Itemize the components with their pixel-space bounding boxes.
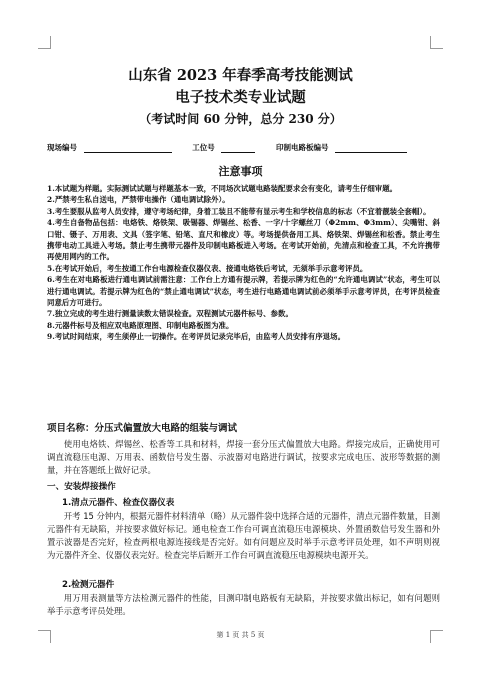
- exam-subtitle: 电子技术类专业试题: [175, 89, 306, 106]
- crop-mark-top-right: [430, 36, 443, 49]
- notice-title: 注意事项: [218, 165, 263, 178]
- subsection-heading: 1.清点元器件、检查仪器仪表: [62, 498, 175, 508]
- notice-item: 7.独立完成的考生进行测量读数太错误检查。双程测试元器件标号、参数。: [47, 309, 293, 319]
- section-heading: 一、安装焊接操作: [47, 482, 116, 492]
- page-number: 第 1 页 共 5 页: [216, 631, 265, 639]
- subsection-text: 开考 15 分钟内，根据元器件材料清单（略）从元器件袋中选择合适的元器件，清点元器件数量，目测元器件有无缺陷，并按要求做好标记。通电检查工作台可调直流稳压电源模块、外置函数信号发生器和外置示波器是否完好，检查两根电源连接线是否完好。如有问题应及时举手示意考评员处理，如不声明则视为元器件齐全、仪器仪表完好。检查完毕后断开工作台可调直流稳压电源模块电源开关。: [47, 511, 440, 560]
- notice-item: 1.本试题为样题。实际测试试题与样题基本一致，不同场次试题电路装配要求会有变化，请考生仔细审题。: [47, 184, 398, 193]
- notice-item: 5.在考试开始后，考生按通工作台电源检查仪器仪表、接通电烙铁后考试，无须举手示意考评员。: [47, 263, 368, 273]
- exam-duration: （考试时间 60 分钟，总分 230 分）: [139, 112, 342, 126]
- project-title: 项目名称：分压式偏置放大电路的组装与调试: [47, 423, 238, 434]
- exam-title: 山东省 2023 年春季高考技能测试: [128, 67, 353, 84]
- pcb-number-blank: [335, 144, 407, 153]
- exam-number-blank: [84, 144, 172, 153]
- notice-item: 2.严禁考生私自送电，严禁带电操作（通电调试除外）。: [47, 195, 230, 205]
- notice-item: 6.考生在对电路板进行通电调试前需注意：工作台上方通有提示牌，若提示牌为红色的“允许通电调试”状态，考生可以进行通电调试。若提示牌为红色的“禁止通电调试”状态，考生进行电路通电调试前必须举手示意考评员，在考评员检查同意后方可进行。: [47, 275, 440, 308]
- notice-item: 8.元器件标号及相应双电路原理图、印制电路板图为准。: [47, 320, 234, 330]
- station-blank: [221, 144, 255, 153]
- exam-number-label: 现场编号: [47, 143, 77, 152]
- subsection-heading: 2.检测元器件: [62, 580, 115, 590]
- project-intro: [47, 438, 440, 477]
- project-intro-text: 使用电烙铁、焊锡丝、松香等工具和材料，焊接一套分压式偏置放大电路。焊接完成后，正确使用可调直流稳压电源、万用表、函数信号发生器、示波器对电路进行调试，按要求完成电压、波形等数据的测量，并在答题纸上做好记录。: [47, 439, 440, 475]
- crop-mark-top-left: [38, 36, 51, 49]
- subsection-body: [47, 592, 440, 618]
- subsection-text: 用万用表测量等方法检测元器件的性能，目测印制电路板有无缺陷，并按要求做出标记，如有问题则举手示意考评员处理。: [47, 593, 440, 616]
- pcb-number-label: 印制电路板编号: [276, 143, 329, 152]
- candidate-info-line: [47, 142, 447, 153]
- subsection-body: [47, 510, 440, 562]
- notice-item: 9.考试时间结束，考生须停止一切操作。在考评员记录完毕后，由监考人员安排有序退场。: [47, 332, 346, 342]
- station-label: 工位号: [192, 143, 215, 152]
- notice-item: 3.考生要服从监考人员安排，遵守考场纪律，身着工装且不能带有显示考生和学校信息的标志（不宜着靓装全套帽）。: [47, 206, 431, 216]
- notice-item: 4.考生自备物品包括：电烙铁、烙铁架、吸锡器、焊锡丝、松香、一字/十字螺丝刀（Φ2mm、Φ3mm）、尖嘴钳、斜口钳、镊子、万用表、文具（签字笔、铅笔、直尺和橡皮）等。考场提供备用工具、烙铁架、焊锡丝和松香。禁止考生携带电动工具进入考场。禁止考生携带元器件及印制电路板进入考场。在考试开始前，先清点和检查工具，不允许携带再使用网内的工作。: [47, 218, 440, 262]
- notice-list: [47, 183, 440, 343]
